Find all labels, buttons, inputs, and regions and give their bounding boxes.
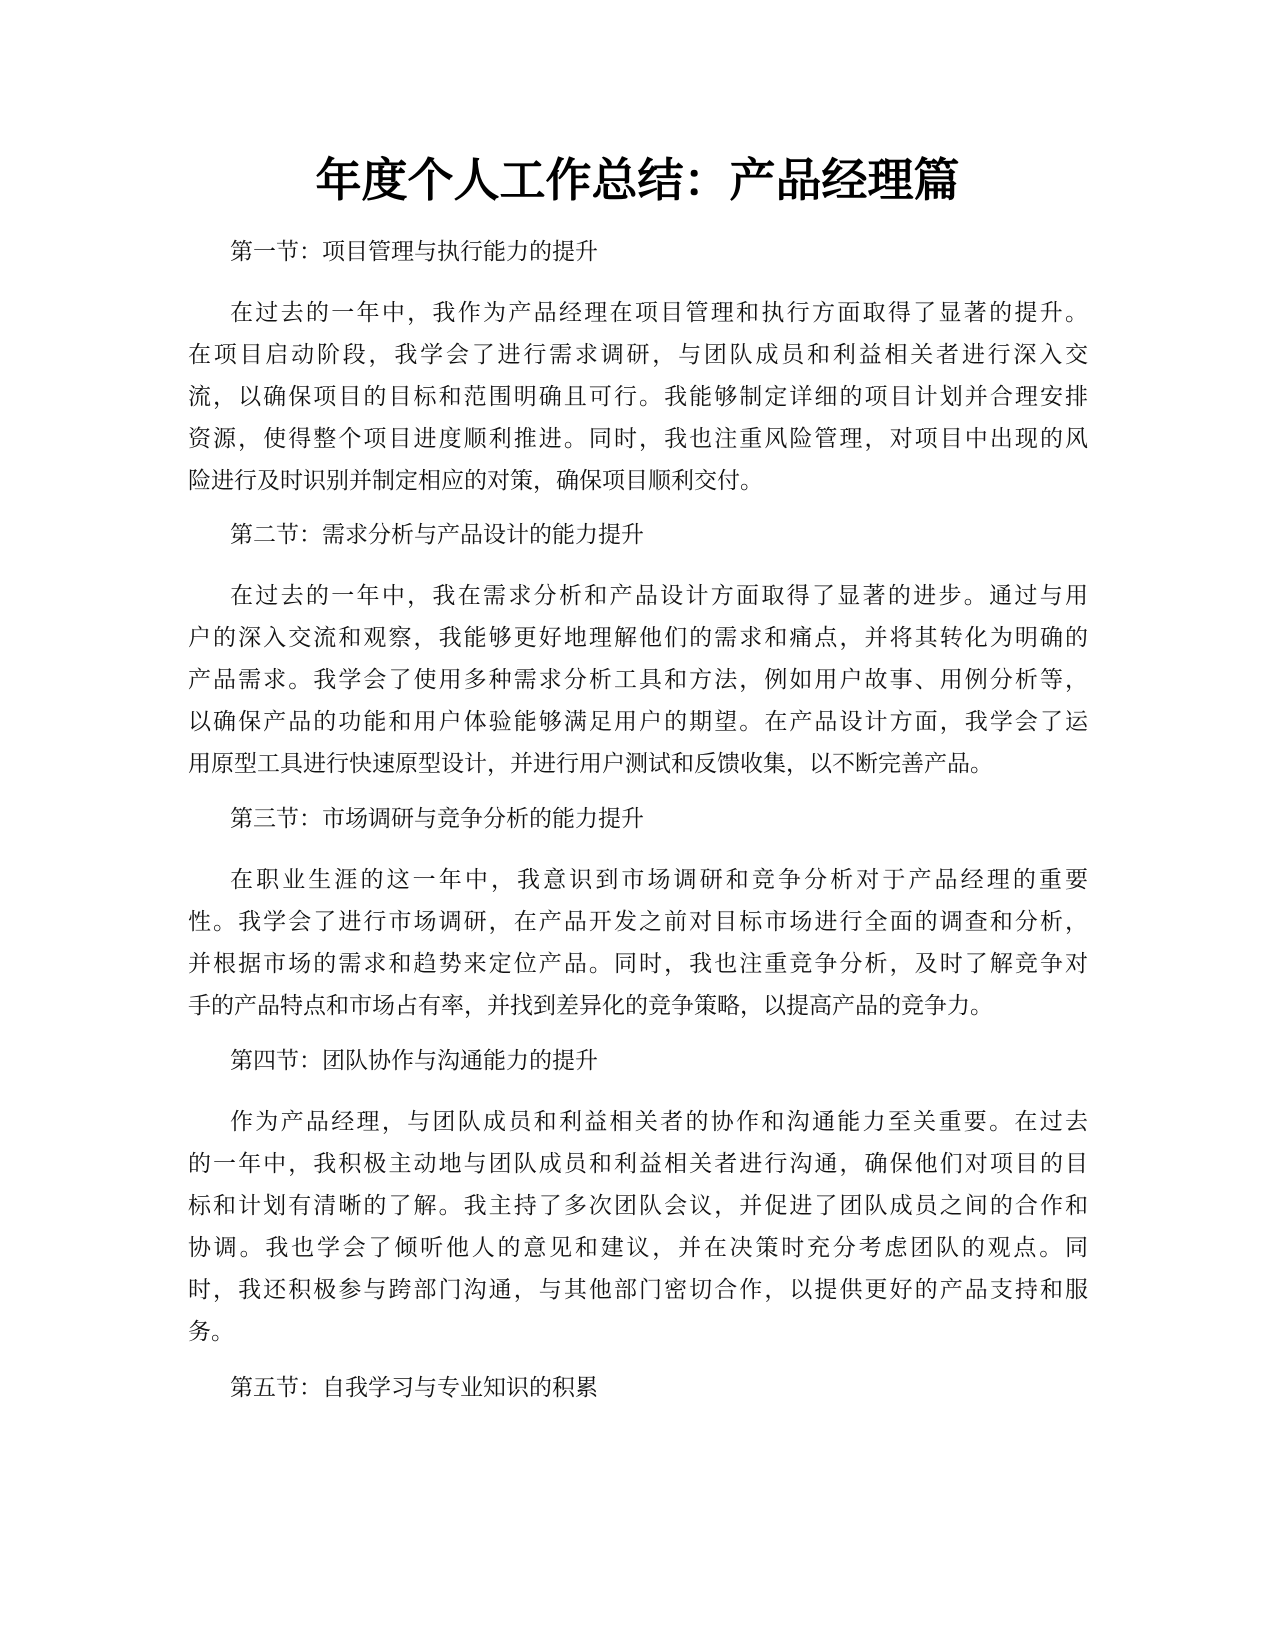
paragraph-line: 作为产品经理，与团队成员和利益相关者的协作和沟通能力至关重要。在过去: [230, 1109, 1088, 1135]
section-heading: 第五节：自我学习与专业知识的积累: [230, 1375, 598, 1401]
paragraph-line: 以确保产品的功能和用户体验能够满足用户的期望。在产品设计方面，我学会了运: [188, 709, 1088, 735]
paragraph-line: 流，以确保项目的目标和范围明确且可行。我能够制定详细的项目计划并合理安排: [188, 384, 1088, 410]
paragraph-line: 用原型工具进行快速原型设计，并进行用户测试和反馈收集，以不断完善产品。: [188, 751, 993, 777]
section-paragraph: [188, 859, 1088, 1027]
paragraph-line: 在过去的一年中，我在需求分析和产品设计方面取得了显著的进步。通过与用: [230, 583, 1088, 609]
section-heading: 第四节：团队协作与沟通能力的提升: [230, 1048, 598, 1074]
paragraph-line: 在职业生涯的这一年中，我意识到市场调研和竞争分析对于产品经理的重要: [230, 867, 1088, 893]
paragraph-line: 时，我还积极参与跨部门沟通，与其他部门密切合作，以提供更好的产品支持和服: [188, 1277, 1088, 1303]
section-paragraph: [188, 1101, 1088, 1353]
paragraph-line: 性。我学会了进行市场调研，在产品开发之前对目标市场进行全面的调查和分析，: [188, 909, 1088, 935]
paragraph-line: 在项目启动阶段，我学会了进行需求调研，与团队成员和利益相关者进行深入交: [188, 342, 1088, 368]
paragraph-line: 务。: [188, 1319, 234, 1345]
paragraph-line: 户的深入交流和观察，我能够更好地理解他们的需求和痛点，并将其转化为明确的: [188, 625, 1088, 651]
document-title: 年度个人工作总结：产品经理篇: [315, 153, 960, 207]
section-paragraph: [188, 575, 1088, 785]
section-paragraph: [188, 292, 1088, 502]
section-heading: 第一节：项目管理与执行能力的提升: [230, 239, 598, 265]
paragraph-line: 产品需求。我学会了使用多种需求分析工具和方法，例如用户故事、用例分析等，: [188, 667, 1088, 693]
paragraph-line: 并根据市场的需求和趋势来定位产品。同时，我也注重竞争分析，及时了解竞争对: [188, 951, 1088, 977]
paragraph-line: 手的产品特点和市场占有率，并找到差异化的竞争策略，以提高产品的竞争力。: [188, 993, 993, 1019]
section-heading: 第二节：需求分析与产品设计的能力提升: [230, 522, 644, 548]
paragraph-line: 在过去的一年中，我作为产品经理在项目管理和执行方面取得了显著的提升。: [230, 300, 1088, 326]
paragraph-line: 资源，使得整个项目进度顺利推进。同时，我也注重风险管理，对项目中出现的风: [188, 426, 1088, 452]
paragraph-line: 的一年中，我积极主动地与团队成员和利益相关者进行沟通，确保他们对项目的目: [188, 1151, 1088, 1177]
paragraph-line: 标和计划有清晰的了解。我主持了多次团队会议，并促进了团队成员之间的合作和: [188, 1193, 1088, 1219]
section-heading: 第三节：市场调研与竞争分析的能力提升: [230, 806, 644, 832]
paragraph-line: 协调。我也学会了倾听他人的意见和建议，并在决策时充分考虑团队的观点。同: [188, 1235, 1088, 1261]
paragraph-line: 险进行及时识别并制定相应的对策，确保项目顺利交付。: [188, 468, 763, 494]
